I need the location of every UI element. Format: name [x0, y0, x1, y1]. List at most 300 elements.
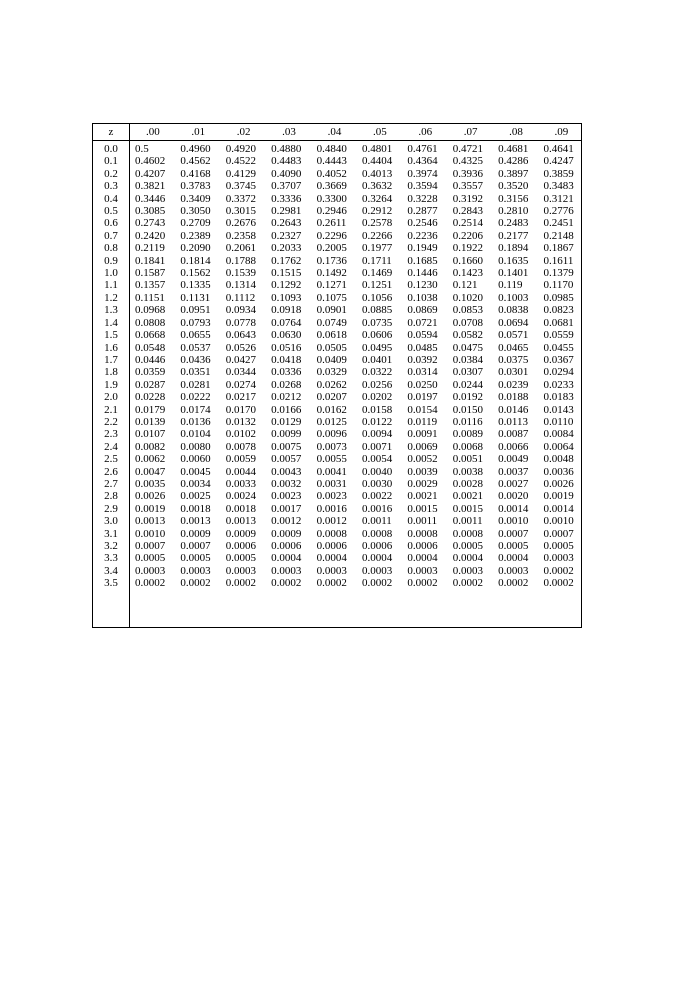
- probability-cell: 0.3228: [407, 192, 438, 205]
- probability-cell: 0.0009: [180, 527, 211, 540]
- probability-cell: 0.0375: [498, 353, 529, 366]
- z-value-cell: 0.8: [104, 242, 118, 255]
- probability-cell: 0.0019: [135, 502, 166, 515]
- probability-cell: 0.0174: [180, 403, 211, 416]
- probability-cell: 0.0968: [135, 304, 166, 317]
- probability-cell: 0.0016: [361, 502, 393, 515]
- column-header: .08: [509, 126, 523, 138]
- probability-cell: 0.0066: [498, 440, 529, 453]
- probability-cell: 0.0003: [316, 564, 347, 577]
- probability-cell: 0.0166: [271, 403, 302, 416]
- probability-cell: 0.0004: [316, 552, 347, 565]
- probability-cell: 0.0023: [271, 490, 302, 503]
- probability-cell: 0.0359: [135, 366, 166, 379]
- probability-cell: 0.0002: [407, 577, 438, 590]
- table-row: [93, 304, 583, 316]
- probability-cell: 0.0129: [271, 415, 302, 428]
- probability-cell: 0.0010: [498, 515, 529, 528]
- probability-cell: 0.0005: [180, 552, 211, 565]
- probability-cell: 0.3483: [543, 180, 574, 193]
- probability-cell: 0.0668: [135, 329, 166, 342]
- z-header: z: [108, 126, 114, 138]
- probability-cell: 0.0618: [316, 329, 347, 342]
- probability-cell: 0.1446: [407, 267, 438, 280]
- probability-cell: 0.0239: [498, 378, 529, 391]
- probability-cell: 0.2514: [452, 217, 483, 230]
- z-value-cell: 3.1: [104, 527, 118, 540]
- probability-cell: 0.0054: [361, 453, 393, 466]
- probability-cell: 0.0125: [316, 415, 347, 428]
- probability-cell: 0.0007: [498, 527, 529, 540]
- z-value-cell: 3.2: [104, 540, 118, 552]
- column-header: .04: [327, 126, 342, 138]
- probability-cell: 0.0006: [407, 540, 438, 552]
- probability-cell: 0.2177: [498, 229, 529, 242]
- table-row: [93, 141, 583, 155]
- probability-cell: 0.0485: [407, 341, 438, 354]
- probability-cell: 0.3446: [135, 192, 166, 205]
- probability-cell: 0.3050: [180, 205, 211, 218]
- z-value-cell: 2.5: [104, 453, 118, 466]
- probability-cell: 0.0655: [180, 329, 211, 342]
- probability-cell: 0.0162: [316, 403, 347, 416]
- probability-cell: 0.0013: [180, 515, 211, 528]
- table-row: [93, 466, 583, 478]
- probability-cell: 0.0004: [498, 552, 529, 565]
- probability-cell: 0.0495: [361, 341, 393, 354]
- probability-cell: 0.1151: [135, 291, 165, 304]
- probability-cell: 0.0055: [316, 453, 347, 466]
- probability-cell: 0.0427: [225, 353, 257, 366]
- probability-cell: 0.0336: [271, 366, 302, 379]
- table-row: [93, 317, 583, 329]
- probability-cell: 0.1003: [498, 291, 529, 304]
- probability-cell: 0.0606: [361, 329, 393, 342]
- probability-cell: 0.0918: [271, 304, 302, 317]
- probability-cell: 0.0075: [271, 440, 302, 453]
- probability-cell: 0.0869: [407, 304, 438, 317]
- probability-cell: 0.0367: [543, 353, 574, 366]
- probability-cell: 0.0110: [543, 415, 574, 428]
- probability-cell: 0.2061: [225, 242, 257, 255]
- probability-cell: 0.0005: [225, 552, 257, 565]
- probability-cell: 0.2327: [271, 229, 302, 242]
- probability-cell: 0.2676: [225, 217, 257, 230]
- probability-cell: 0.0019: [543, 490, 574, 503]
- probability-cell: 0.0040: [361, 465, 393, 478]
- probability-cell: 0.0721: [407, 316, 438, 329]
- probability-cell: 0.0107: [135, 428, 166, 441]
- z-value-cell: 2.2: [104, 415, 118, 428]
- z-value-cell: 2.8: [104, 490, 118, 503]
- table-row: [93, 515, 583, 527]
- probability-cell: 0.1038: [407, 291, 438, 304]
- probability-cell: 0.0002: [135, 577, 166, 590]
- probability-cell: 0.0023: [316, 490, 347, 503]
- probability-cell: 0.4721: [452, 143, 483, 155]
- probability-cell: 0.0003: [225, 564, 257, 577]
- probability-cell: 0.2946: [316, 205, 347, 218]
- probability-cell: 0.0078: [225, 440, 257, 453]
- z-value-cell: 1.3: [104, 304, 118, 317]
- probability-cell: 0.0045: [180, 465, 211, 478]
- probability-cell: 0.0069: [407, 440, 438, 453]
- probability-cell: 0.0322: [361, 366, 393, 379]
- probability-cell: 0.0026: [135, 490, 166, 503]
- probability-cell: 0.1867: [543, 242, 574, 255]
- probability-cell: 0.1660: [452, 254, 483, 267]
- table-row: [93, 342, 583, 354]
- probability-cell: 0.0005: [135, 552, 166, 565]
- probability-cell: 0.0537: [180, 341, 211, 354]
- probability-cell: 0.0179: [135, 403, 166, 416]
- probability-cell: 0.2033: [271, 242, 302, 255]
- probability-cell: 0.1379: [543, 267, 574, 280]
- probability-cell: 0.3594: [407, 180, 438, 193]
- table-row: [93, 565, 583, 577]
- probability-cell: 0.2578: [361, 217, 393, 230]
- z-value-cell: 1.7: [104, 353, 118, 366]
- z-value-cell: 2.3: [104, 428, 118, 441]
- probability-cell: 0.0212: [271, 391, 302, 404]
- probability-cell: 0.0007: [180, 540, 211, 552]
- probability-cell: 0.0418: [271, 353, 302, 366]
- probability-cell: 0.0004: [452, 552, 483, 565]
- probability-cell: 0.121: [452, 279, 478, 292]
- probability-cell: 0.0011: [452, 515, 483, 528]
- probability-cell: 0.1271: [316, 279, 347, 292]
- probability-cell: 0.0018: [225, 502, 257, 515]
- table-row: [93, 391, 583, 403]
- z-value-cell: 0.5: [104, 205, 118, 218]
- table-row: [93, 255, 583, 267]
- probability-cell: 0.0934: [225, 304, 257, 317]
- probability-cell: 0.0041: [316, 465, 347, 478]
- probability-cell: 0.0004: [407, 552, 438, 565]
- probability-cell: 0.1736: [316, 254, 347, 267]
- probability-cell: 0.1401: [498, 267, 529, 280]
- probability-cell: 0.0228: [135, 391, 166, 404]
- column-header: .09: [554, 126, 569, 138]
- probability-cell: 0.4801: [361, 143, 393, 155]
- probability-cell: 0.0014: [543, 502, 574, 515]
- z-table-grid: [93, 124, 583, 590]
- probability-cell: 0.3409: [180, 192, 211, 205]
- probability-cell: 0.0003: [452, 564, 483, 577]
- probability-cell: 0.0059: [225, 453, 257, 466]
- probability-cell: 0.0838: [498, 304, 529, 317]
- probability-cell: 0.0329: [316, 366, 347, 379]
- z-value-cell: 2.4: [104, 440, 118, 453]
- table-row: [93, 180, 583, 192]
- probability-cell: 0.0003: [361, 564, 393, 577]
- probability-cell: 0.1814: [180, 254, 211, 267]
- probability-cell: 0.0007: [543, 527, 574, 540]
- probability-cell: 0.0025: [180, 490, 211, 503]
- probability-cell: 0.0222: [180, 391, 211, 404]
- probability-cell: 0.0183: [543, 391, 574, 404]
- probability-cell: 0.0002: [225, 577, 257, 590]
- probability-cell: 0.4364: [407, 155, 438, 168]
- z-value-cell: 2.0: [104, 391, 118, 404]
- probability-cell: 0.2776: [543, 205, 574, 218]
- z-value-cell: 0.1: [104, 155, 118, 168]
- probability-cell: 0.0094: [361, 428, 393, 441]
- table-row: [93, 329, 583, 341]
- probability-cell: 0.0035: [135, 477, 166, 490]
- probability-cell: 0.4761: [407, 143, 438, 155]
- probability-cell: 0.0202: [361, 391, 393, 404]
- probability-cell: 0.1685: [407, 254, 438, 267]
- probability-cell: 0.0044: [225, 465, 257, 478]
- probability-cell: 0.2389: [180, 229, 211, 242]
- table-row: [93, 168, 583, 180]
- probability-cell: 0.0037: [498, 465, 529, 478]
- probability-cell: 0.3745: [225, 180, 257, 193]
- probability-cell: 0.0409: [316, 353, 347, 366]
- probability-cell: 0.0985: [543, 291, 574, 304]
- probability-cell: 0.3936: [452, 167, 483, 180]
- column-header: .01: [191, 126, 206, 138]
- probability-cell: 0.1335: [180, 279, 211, 292]
- probability-cell: 0.1587: [135, 267, 166, 280]
- probability-cell: 0.4286: [498, 155, 529, 168]
- probability-cell: 0.3520: [498, 180, 529, 193]
- probability-cell: 0.2877: [407, 205, 438, 218]
- probability-cell: 0.0002: [543, 564, 574, 577]
- probability-cell: 0.0003: [498, 564, 529, 577]
- z-value-cell: 3.5: [104, 577, 118, 590]
- column-header: .02: [236, 126, 251, 138]
- probability-cell: 0.4483: [271, 155, 302, 168]
- probability-cell: 0.3264: [361, 192, 393, 205]
- probability-cell: 0.0032: [271, 477, 302, 490]
- table-row: [93, 404, 583, 416]
- probability-cell: 0.0643: [225, 329, 257, 342]
- probability-cell: 0.4681: [498, 143, 529, 155]
- probability-cell: 0.0384: [452, 353, 483, 366]
- probability-cell: 0.1230: [407, 279, 438, 292]
- probability-cell: 0.0010: [135, 527, 166, 540]
- probability-cell: 0.0047: [135, 465, 166, 478]
- z-value-cell: 1.9: [104, 378, 118, 391]
- probability-cell: 0.0630: [271, 329, 302, 342]
- probability-cell: 0.0002: [452, 577, 483, 590]
- probability-cell: 0.4325: [452, 155, 483, 168]
- probability-cell: 0.3156: [498, 192, 529, 205]
- table-row: [93, 453, 583, 465]
- probability-cell: 0.0197: [407, 391, 438, 404]
- probability-cell: 0.2236: [407, 229, 438, 242]
- probability-cell: 0.0091: [407, 428, 438, 441]
- probability-cell: 0.0062: [135, 453, 166, 466]
- table-row: [93, 279, 583, 291]
- z-table: [92, 123, 582, 628]
- probability-cell: 0.3300: [316, 192, 347, 205]
- probability-cell: 0.0073: [316, 440, 347, 453]
- z-value-cell: 3.0: [104, 515, 118, 528]
- probability-cell: 0.1841: [135, 254, 166, 267]
- probability-cell: 0.0314: [407, 366, 438, 379]
- probability-cell: 0.0008: [316, 527, 347, 540]
- probability-cell: 0.0401: [361, 353, 393, 366]
- probability-cell: 0.5: [135, 143, 149, 155]
- probability-cell: 0.0029: [407, 477, 438, 490]
- probability-cell: 0.4602: [135, 155, 166, 168]
- table-row: [93, 292, 583, 304]
- probability-cell: 0.2266: [361, 229, 393, 242]
- probability-cell: 0.0582: [452, 329, 483, 342]
- probability-cell: 0.1357: [135, 279, 166, 292]
- probability-cell: 0.0559: [543, 329, 574, 342]
- probability-cell: 0.2810: [498, 205, 529, 218]
- probability-cell: 0.0004: [271, 552, 302, 565]
- z-value-cell: 1.1: [104, 279, 118, 292]
- z-value-cell: 1.5: [104, 329, 118, 342]
- probability-cell: 0.0217: [225, 391, 257, 404]
- table-row: [93, 155, 583, 167]
- table-row: [93, 205, 583, 217]
- probability-cell: 0.2451: [543, 217, 574, 230]
- probability-cell: 0.0885: [361, 304, 393, 317]
- z-value-cell: 1.0: [104, 267, 118, 280]
- probability-cell: 0.0089: [452, 428, 483, 441]
- probability-cell: 0.1469: [361, 267, 393, 280]
- z-value-cell: 3.3: [104, 552, 118, 565]
- probability-cell: 0.1423: [452, 267, 483, 280]
- z-value-cell: 3.4: [104, 564, 118, 577]
- table-row: [93, 230, 583, 242]
- probability-cell: 0.2611: [316, 217, 347, 230]
- probability-cell: 0.0287: [135, 378, 166, 391]
- probability-cell: 0.1711: [361, 254, 392, 267]
- probability-cell: 0.3192: [452, 192, 483, 205]
- probability-cell: 0.0071: [361, 440, 393, 453]
- probability-cell: 0.0351: [180, 366, 211, 379]
- probability-cell: 0.0010: [543, 515, 574, 528]
- probability-cell: 0.0084: [543, 428, 574, 441]
- probability-cell: 0.0808: [135, 316, 166, 329]
- probability-cell: 0.0778: [225, 316, 257, 329]
- probability-cell: 0.0244: [452, 378, 483, 391]
- z-value-cell: 0.3: [104, 180, 118, 193]
- probability-cell: 0.4960: [180, 143, 211, 155]
- probability-cell: 0.0006: [225, 540, 257, 552]
- probability-cell: 0.0082: [135, 440, 166, 453]
- probability-cell: 0.0031: [316, 477, 347, 490]
- probability-cell: 0.0013: [135, 515, 166, 528]
- probability-cell: 0.1977: [361, 242, 393, 255]
- probability-cell: 0.0027: [498, 477, 529, 490]
- probability-cell: 0.0016: [316, 502, 347, 515]
- probability-cell: 0.0823: [543, 304, 574, 317]
- probability-cell: 0.0080: [180, 440, 211, 453]
- probability-cell: 0.1949: [407, 242, 438, 255]
- probability-cell: 0.0099: [271, 428, 302, 441]
- probability-cell: 0.3015: [225, 205, 257, 218]
- probability-cell: 0.2981: [271, 205, 302, 218]
- probability-cell: 0.2148: [543, 229, 574, 242]
- probability-cell: 0.3372: [225, 192, 257, 205]
- probability-cell: 0.0011: [361, 515, 392, 528]
- probability-cell: 0.0901: [316, 304, 347, 317]
- probability-cell: 0.0003: [271, 564, 302, 577]
- probability-cell: 0.3632: [361, 180, 393, 193]
- probability-cell: 0.1611: [543, 254, 574, 267]
- probability-cell: 0.1112: [225, 291, 256, 304]
- probability-cell: 0.0192: [452, 391, 483, 404]
- probability-cell: 0.0008: [452, 527, 483, 540]
- probability-cell: 0.0004: [361, 552, 393, 565]
- probability-cell: 0.2090: [180, 242, 211, 255]
- probability-cell: 0.0136: [180, 415, 211, 428]
- probability-cell: 0.0002: [498, 577, 529, 590]
- probability-cell: 0.2709: [180, 217, 211, 230]
- probability-cell: 0.0465: [498, 341, 529, 354]
- probability-cell: 0.0116: [452, 415, 483, 428]
- z-value-cell: 2.9: [104, 502, 118, 515]
- probability-cell: 0.0154: [407, 403, 438, 416]
- probability-cell: 0.0087: [498, 428, 529, 441]
- probability-cell: 0.0122: [361, 415, 393, 428]
- probability-cell: 0.0011: [407, 515, 438, 528]
- probability-cell: 0.0436: [180, 353, 211, 366]
- table-row: [93, 354, 583, 366]
- table-row: [93, 366, 583, 378]
- probability-cell: 0.0132: [225, 415, 257, 428]
- probability-cell: 0.0007: [135, 540, 166, 552]
- probability-cell: 0.0455: [543, 341, 574, 354]
- probability-cell: 0.0951: [180, 304, 211, 317]
- probability-cell: 0.3974: [407, 167, 438, 180]
- probability-cell: 0.2743: [135, 217, 166, 230]
- probability-cell: 0.4522: [225, 155, 257, 168]
- probability-cell: 0.4404: [361, 155, 393, 168]
- probability-cell: 0.0344: [225, 366, 257, 379]
- probability-cell: 0.0005: [452, 540, 483, 552]
- probability-cell: 0.0003: [180, 564, 211, 577]
- table-body: [93, 141, 583, 590]
- probability-cell: 0.0026: [543, 477, 574, 490]
- probability-cell: 0.4880: [271, 143, 302, 155]
- probability-cell: 0.0735: [361, 316, 393, 329]
- probability-cell: 0.0158: [361, 403, 393, 416]
- probability-cell: 0.1762: [271, 254, 302, 267]
- z-value-cell: 0.6: [104, 217, 118, 230]
- probability-cell: 0.0009: [225, 527, 257, 540]
- probability-cell: 0.0021: [452, 490, 483, 503]
- table-row: [93, 217, 583, 229]
- z-value-cell: 0.0: [104, 143, 118, 155]
- probability-cell: 0.4207: [135, 167, 166, 180]
- z-value-cell: 2.6: [104, 465, 118, 478]
- probability-cell: 0.0188: [498, 391, 529, 404]
- header-row: [93, 124, 583, 141]
- probability-cell: 0.0060: [180, 453, 211, 466]
- probability-cell: 0.0003: [543, 552, 574, 565]
- probability-cell: 0.0002: [180, 577, 211, 590]
- table-row: [93, 441, 583, 453]
- probability-cell: 0.0294: [543, 366, 574, 379]
- probability-cell: 0.4052: [316, 167, 347, 180]
- probability-cell: 0.0003: [407, 564, 438, 577]
- table-row: [93, 577, 583, 589]
- probability-cell: 0.0024: [225, 490, 257, 503]
- probability-cell: 0.0113: [498, 415, 528, 428]
- probability-cell: 0.3669: [316, 180, 347, 193]
- probability-cell: 0.0038: [452, 465, 483, 478]
- probability-cell: 0.4562: [180, 155, 211, 168]
